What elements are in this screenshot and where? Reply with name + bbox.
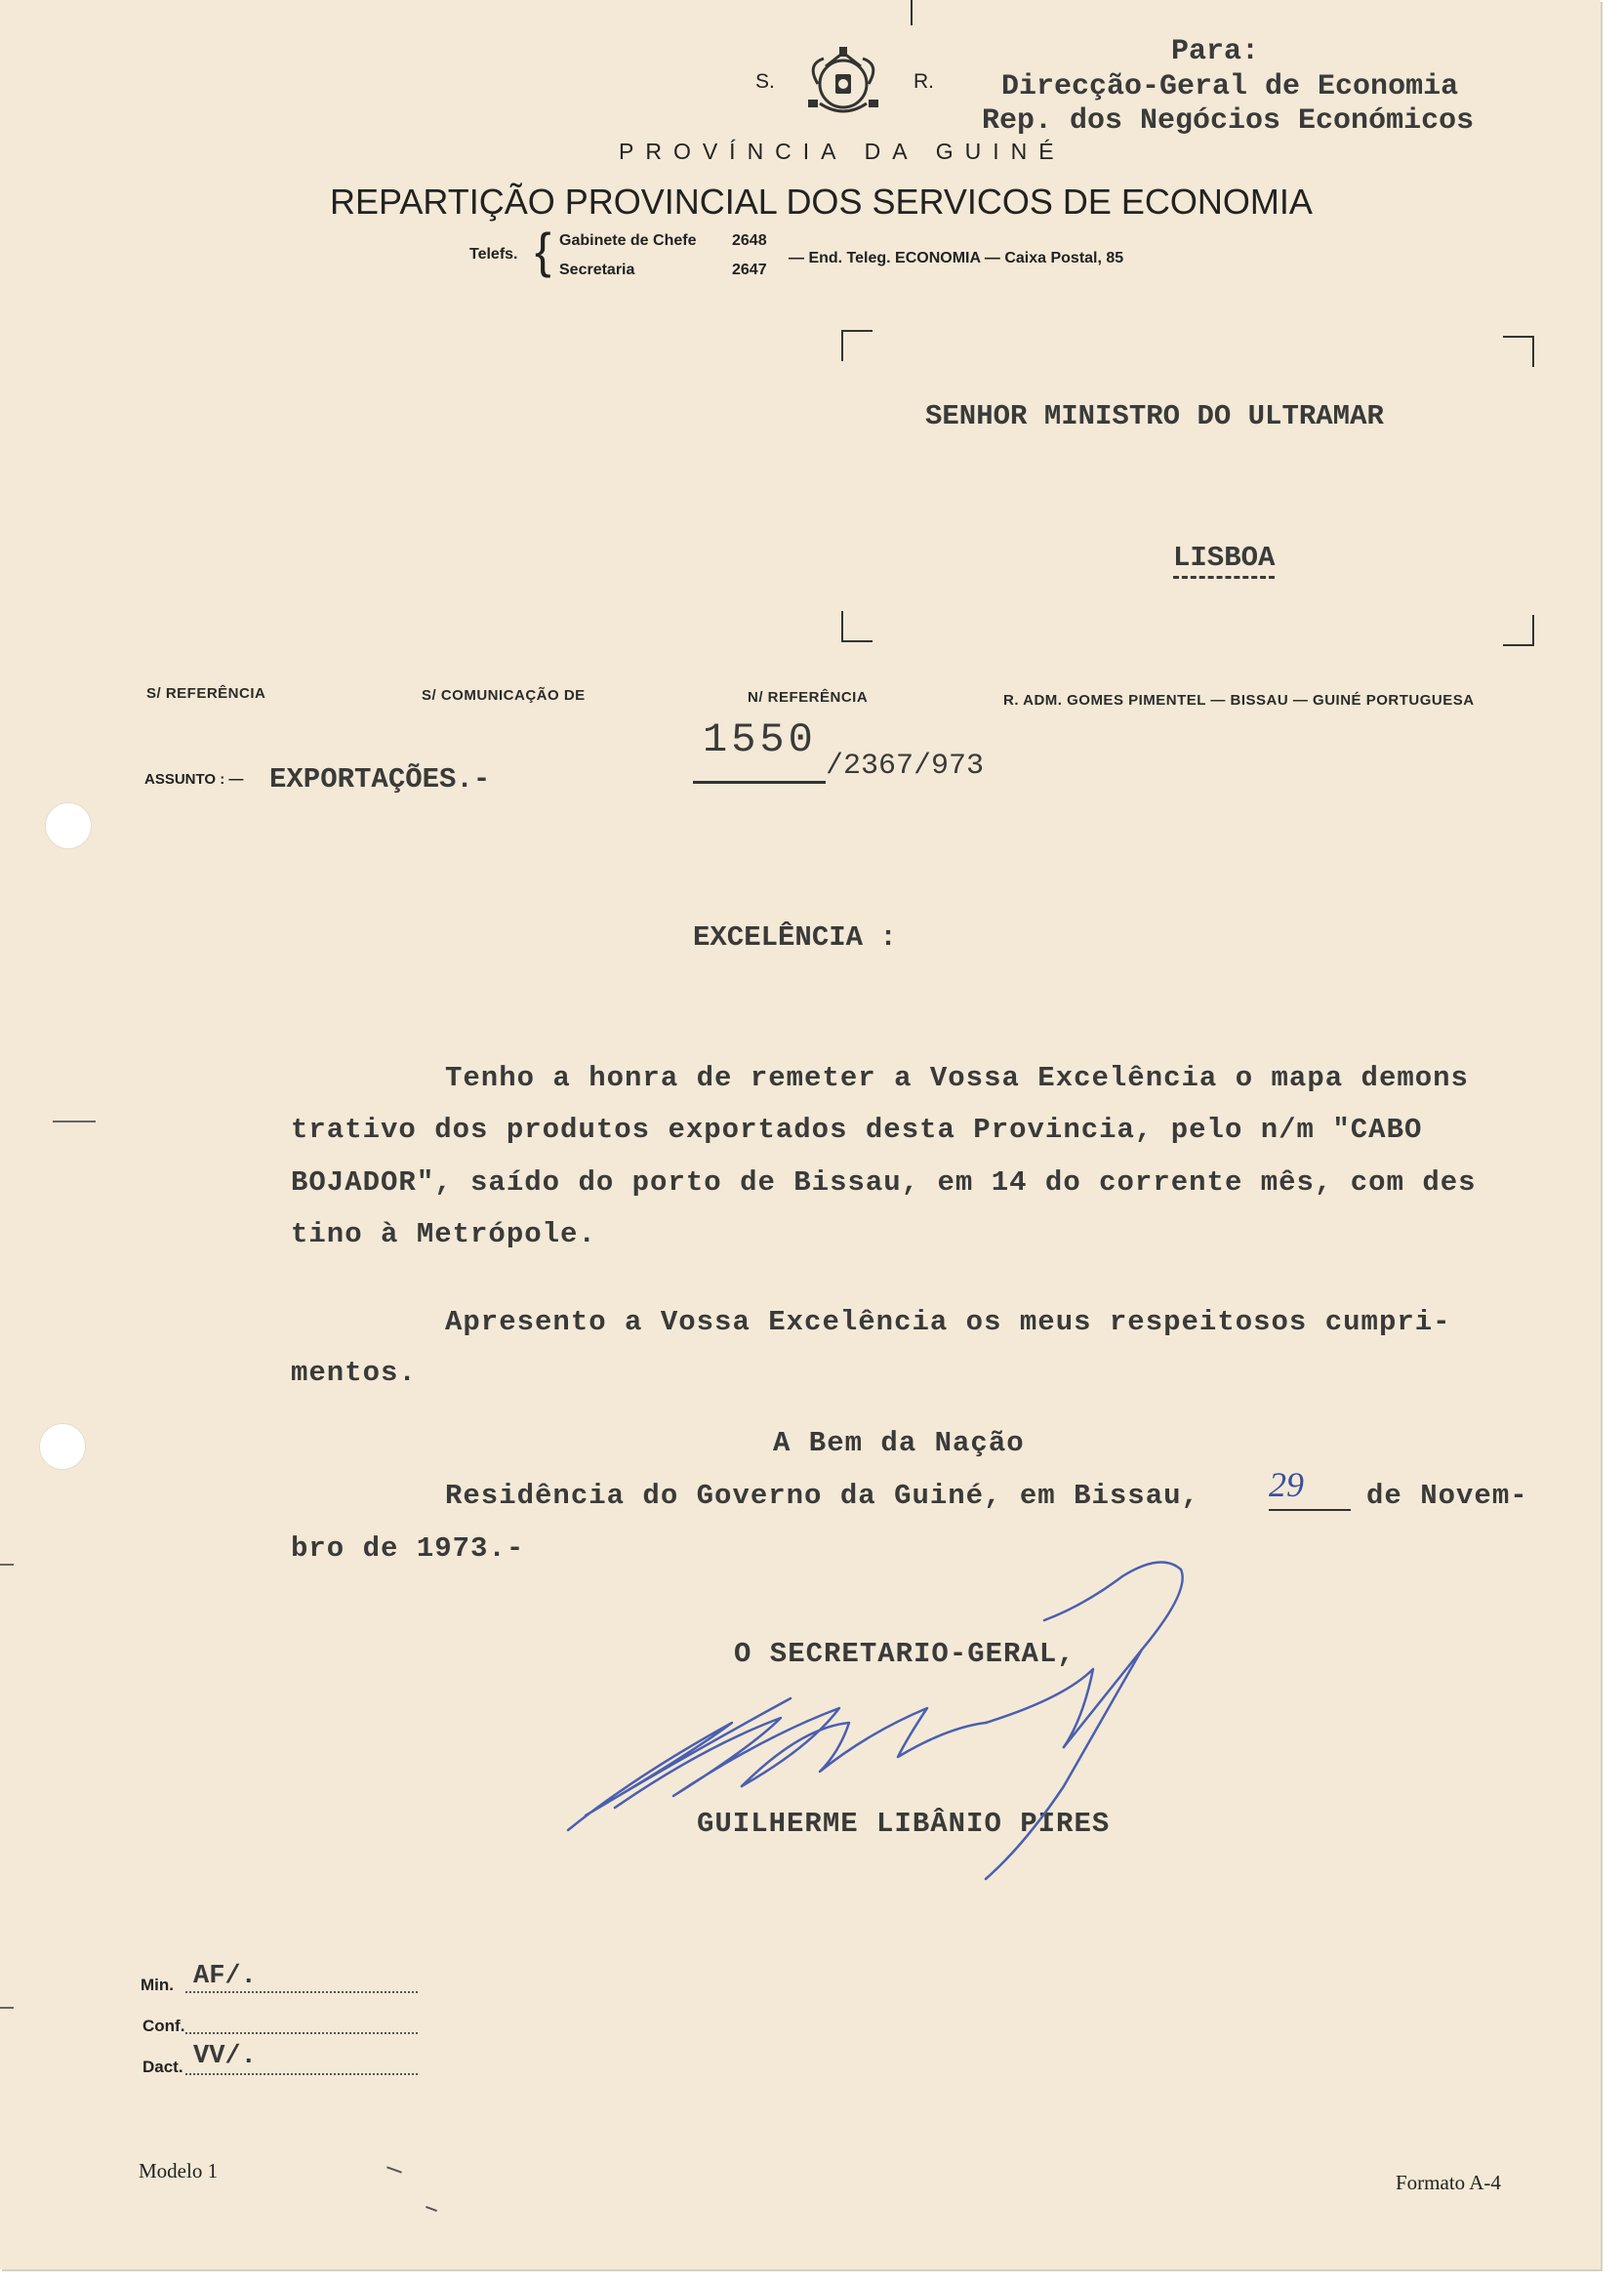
body-p1-line-4: tino à Metrópole. xyxy=(291,1218,596,1250)
date-line-2: bro de 1973.- xyxy=(291,1532,525,1565)
reference-underline xyxy=(693,781,826,784)
signatory-name: GUILHERME LIBÂNIO PIRES xyxy=(697,1808,1111,1840)
format-label: Formato A-4 xyxy=(1396,2171,1501,2194)
body-p2-line-1: Apresento a Vossa Excelência os meus respeitosos cumpri- xyxy=(445,1306,1451,1338)
margin-mark xyxy=(0,2007,14,2009)
recipient-name: SENHOR MINISTRO DO ULTRAMAR xyxy=(925,400,1384,432)
window-corner-br xyxy=(1503,615,1534,646)
min-value: AF/. xyxy=(193,1962,257,1991)
phone1-number: 2648 xyxy=(732,232,767,249)
brace-icon: { xyxy=(535,224,551,278)
date-line-end: de Novem- xyxy=(1366,1480,1528,1512)
phone2-label: Secretaria xyxy=(559,262,635,278)
conf-label: Conf. xyxy=(142,2017,185,2035)
handwritten-signature xyxy=(556,1552,1200,1884)
margin-mark xyxy=(0,1564,14,1566)
addressee-line-1: Para: xyxy=(1171,35,1260,68)
telefs-label: Telefs. xyxy=(469,246,518,263)
punch-hole-upper xyxy=(45,802,92,849)
s-label: S. xyxy=(755,70,775,93)
margin-mark xyxy=(53,1121,96,1122)
addressee-line-3: Rep. dos Negócios Económicos xyxy=(982,104,1475,138)
dact-value: VV/. xyxy=(193,2042,257,2071)
s-referencia-label: S/ REFERÊNCIA xyxy=(146,685,266,702)
punch-hole-lower xyxy=(39,1423,86,1470)
department-title: REPARTIÇÃO PROVINCIAL DOS SERVICOS DE ECONOMIA xyxy=(330,182,1313,222)
salutation: EXCELÊNCIA : xyxy=(693,921,897,954)
model-label: Modelo 1 xyxy=(139,2159,219,2182)
body-p1-line-3: BOJADOR", saído do porto de Bissau, em 14 do corrente mês, com des xyxy=(291,1166,1477,1199)
dact-label: Dact. xyxy=(142,2058,183,2076)
window-corner-bl xyxy=(841,611,873,642)
r-label: R. xyxy=(914,70,934,93)
min-field-line xyxy=(185,1991,418,1993)
province-title: PROVÍNCIA DA GUINÉ xyxy=(619,139,1066,164)
date-day-handwritten: 29 xyxy=(1269,1465,1304,1504)
body-p1-line-1: Tenho a honra de remeter a Vossa Excelência o mapa demons xyxy=(445,1062,1469,1094)
window-corner-tl xyxy=(841,330,873,361)
signatory-title: O SECRETARIO-GERAL, xyxy=(734,1638,1076,1670)
reference-stamp: 1550 xyxy=(703,716,817,763)
body-p1-line-2: trativo dos produtos exportados desta Provincia, pelo n/m "CABO xyxy=(291,1114,1423,1146)
coat-of-arms-icon xyxy=(796,45,890,123)
conf-field-line xyxy=(185,2032,418,2034)
subject-value: EXPORTAÇÕES.- xyxy=(269,763,491,795)
fold-mark xyxy=(911,0,913,25)
dact-field-line xyxy=(185,2073,418,2075)
recipient-city: LISBOA xyxy=(1173,542,1275,579)
date-line-start: Residência do Governo da Guiné, em Bissau, xyxy=(445,1480,1199,1512)
n-referencia-label: N/ REFERÊNCIA xyxy=(748,689,869,706)
s-comunicacao-label: S/ COMUNICAÇÃO DE xyxy=(422,687,586,704)
reference-number: /2367/973 xyxy=(826,750,985,783)
addressee-line-2: Direcção-Geral de Economia xyxy=(1001,70,1459,103)
window-corner-tr xyxy=(1503,336,1534,367)
stray-mark xyxy=(386,2166,402,2173)
body-p2-line-2: mentos. xyxy=(291,1357,417,1389)
sender-address: R. ADM. GOMES PIMENTEL — BISSAU — GUINÉ PORTUGUESA xyxy=(1003,692,1475,709)
phone1-label: Gabinete de Chefe xyxy=(559,232,697,249)
closing-formula: A Bem da Nação xyxy=(773,1427,1025,1459)
phone2-number: 2647 xyxy=(732,262,767,278)
min-label: Min. xyxy=(141,1976,174,1994)
stray-mark xyxy=(426,2206,437,2212)
subject-label: ASSUNTO : — xyxy=(144,771,244,788)
date-day-underline xyxy=(1269,1509,1351,1511)
contact-info: — End. Teleg. ECONOMIA — Caixa Postal, 85 xyxy=(789,250,1124,266)
